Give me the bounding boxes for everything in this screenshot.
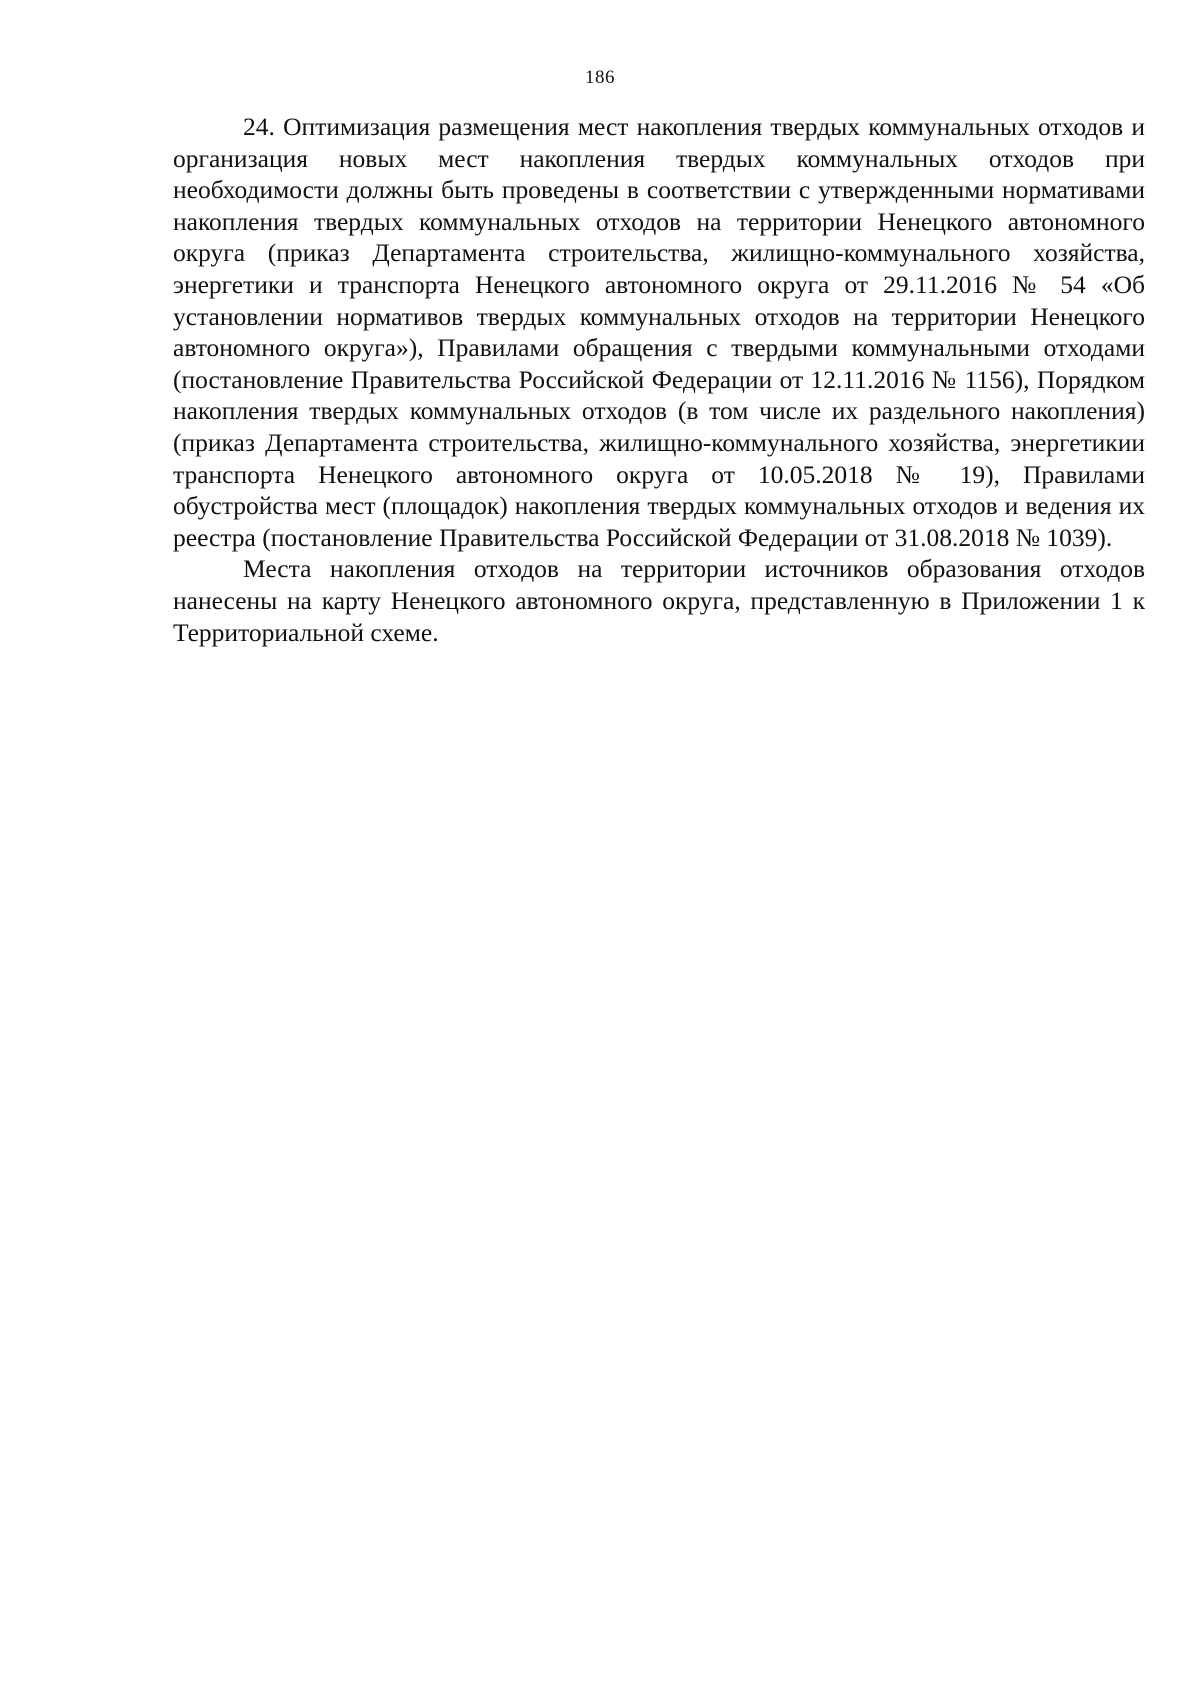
- page-number: 186: [585, 67, 615, 88]
- body-text: [173, 111, 1145, 648]
- paragraph-item-24: 24. Оптимизация размещения мест накопления твердых коммунальных отходов и организация новых мест накопления твердых коммунальных отходов при необходимости должны быть проведены в соответствии с утвержденными нормативами накопления твердых коммунальных отходов на территории Ненецкого автономного округа (приказ Департамента строительства, жилищно-коммунального хозяйства, энергетики и транспорта Ненецкого автономного округа от 29.11.2016 № 54 «Об установлении нормативов твердых коммунальных отходов на территории Ненецкого автономного округа»), Правилами обращения с твердыми коммунальными отходами (постановление Правительства Российской Федерации от 12.11.2016 № 1156), Порядком накопления твердых коммунальных отходов (в том числе их раздельного накопления) (приказ Департамента строительства, жилищно-коммунального хозяйства, энергетикии транспорта Ненецкого автономного округа от 10.05.2018 № 19), Правилами обустройства мест (площадок) накопления твердых коммунальных отходов и ведения их реестра (постановление Правительства Российской Федерации от 31.08.2018 № 1039).: [173, 112, 1145, 552]
- paragraph-waste-sites-map: Места накопления отходов на территории источников образования отходов нанесены на карту Ненецкого автономного округа, представленную в Приложении 1 к Территориальной схеме.: [173, 554, 1145, 647]
